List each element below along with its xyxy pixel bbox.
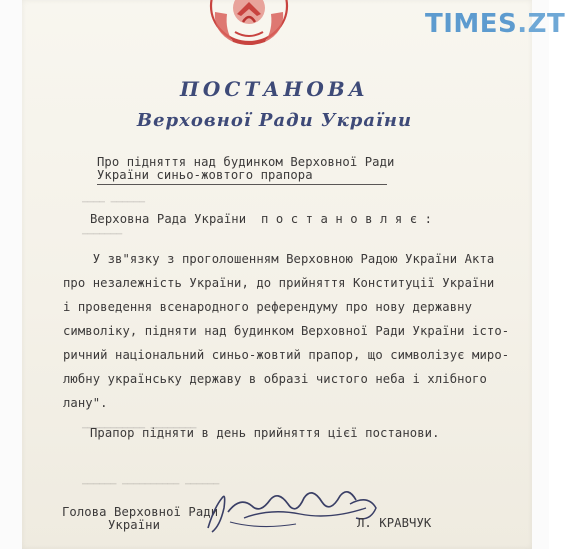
handwritten-signature bbox=[200, 478, 390, 540]
document-issuer: Верховної Ради України bbox=[136, 110, 413, 131]
subject-line-2: України синьо-жовтого прапора bbox=[97, 168, 313, 182]
body-line: ричний національний синьо-жовтий прапор, що символізує миро- bbox=[63, 348, 510, 362]
resolution-intro: Верховна Рада України п о с т а н о в л я є : bbox=[90, 212, 433, 226]
state-emblem-icon bbox=[205, 0, 293, 46]
body-line: символіку, підняти над будинком Верховної Ради України істо- bbox=[63, 324, 510, 338]
closing-instruction: Прапор підняти в день прийняття цієї постанови. bbox=[90, 426, 440, 440]
bleed-through-texture: ▁▁▁▁▁▁ ▁▁▁▁▁▁▁▁▁▁ ▁▁▁▁▁▁ bbox=[82, 474, 220, 485]
signatory-name: Л. КРАВЧУК bbox=[357, 516, 432, 530]
body-line: лану". bbox=[63, 396, 108, 410]
signatory-position-line-2: України bbox=[108, 518, 161, 532]
body-line: У зв"язку з проголошенням Верховною Радою України Акта bbox=[63, 252, 495, 266]
subject-underline bbox=[97, 184, 387, 185]
body-line: і проведення всенародного референдуму про нову державну bbox=[63, 300, 473, 314]
bleed-through-texture: ▁▁▁▁▁▁▁▁▁▁▁ ▁▁▁▁▁▁▁▁ bbox=[82, 418, 197, 429]
signatory-position-line-1: Голова Верховної Ради bbox=[62, 505, 219, 519]
bleed-through-texture: ▁▁▁▁ ▁▁▁▁▁▁ bbox=[82, 192, 145, 203]
watermark-suffix: .ZT bbox=[517, 9, 565, 39]
subject-line-1: Про підняття над будинком Верховної Ради bbox=[97, 155, 395, 169]
body-line: про незалежність України, до прийняття Конституції України bbox=[63, 276, 495, 290]
bleed-through-texture: ▁▁▁▁▁▁▁ bbox=[82, 224, 123, 235]
watermark-brand: TIMES bbox=[425, 9, 518, 39]
body-line: любну українську державу в образі чистого неба і хлібного bbox=[63, 372, 487, 386]
document-title: ПОСТАНОВА bbox=[180, 77, 369, 101]
times-zt-watermark-logo bbox=[425, 8, 565, 40]
